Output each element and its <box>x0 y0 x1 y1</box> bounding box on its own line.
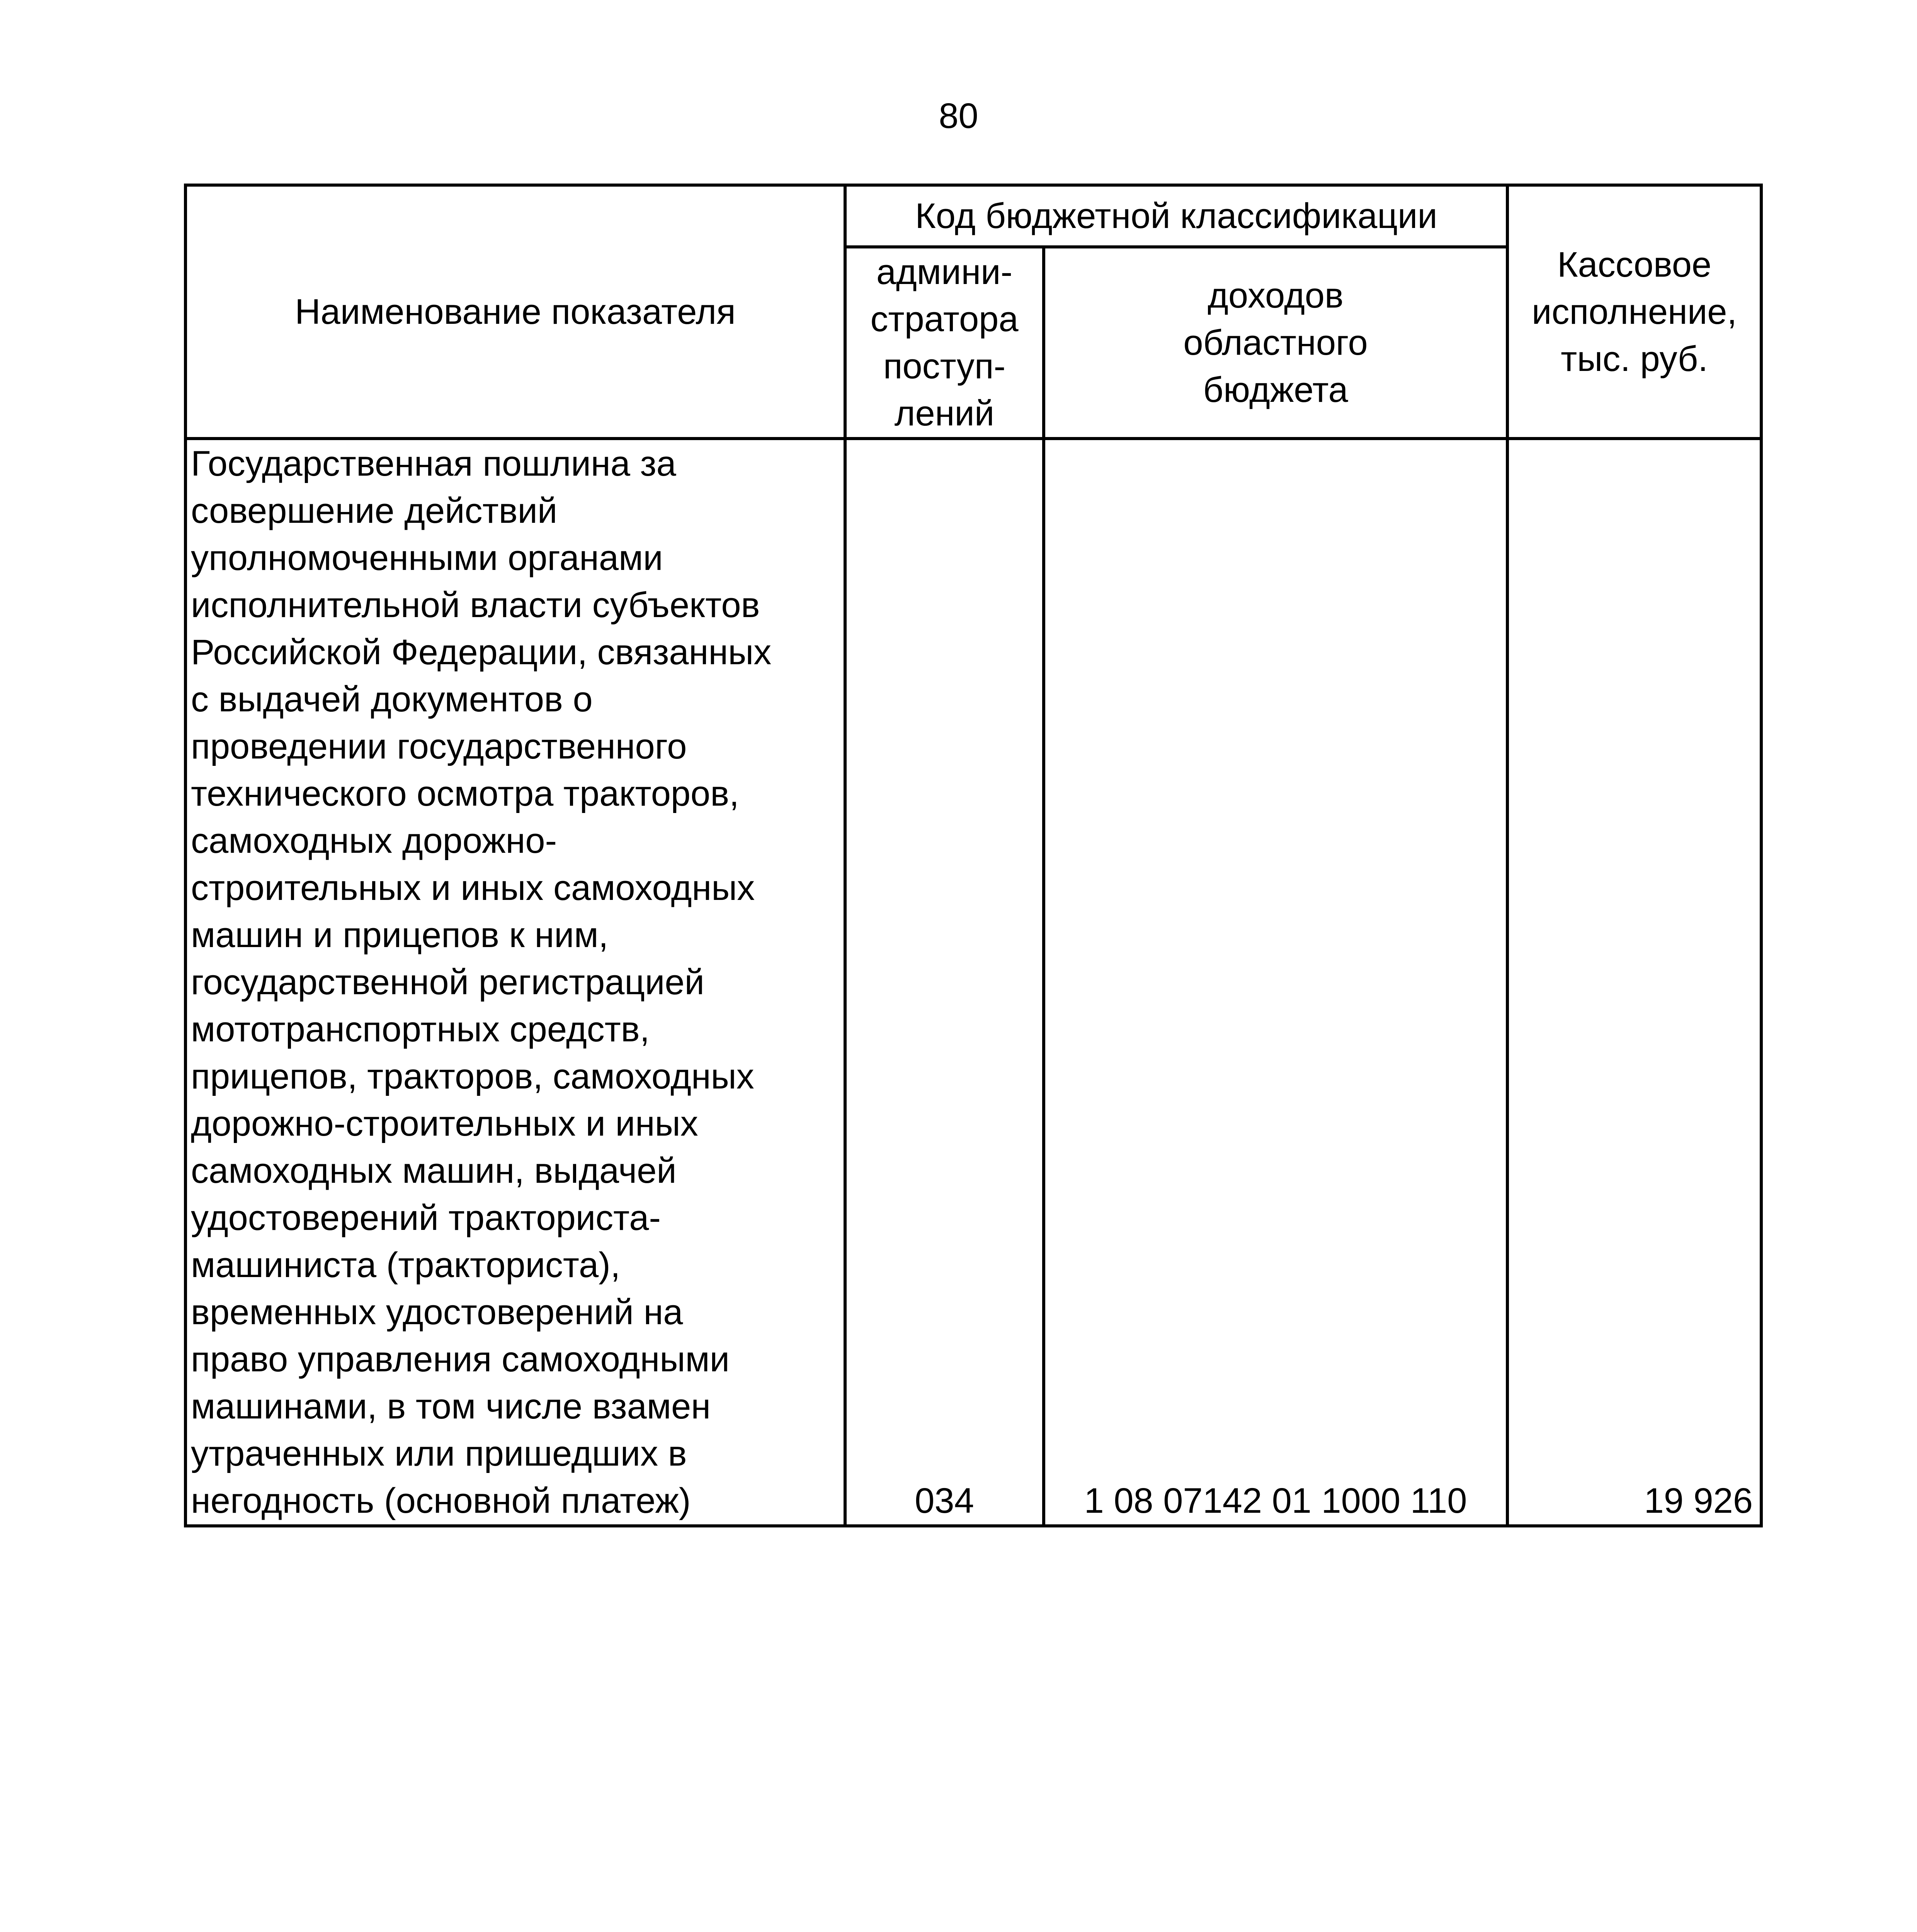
header-income-line: доходов <box>1208 276 1344 315</box>
budget-table <box>184 184 1763 1527</box>
indicator-name-line: негодность (основной платеж) <box>191 1481 691 1520</box>
header-budget-classification-code: Код бюджетной классификации <box>845 185 1507 247</box>
amount-cell: 19 926 <box>1507 439 1761 1526</box>
indicator-name-line: технического осмотра тракторов, <box>191 774 739 813</box>
header-income-line: бюджета <box>1203 370 1348 410</box>
indicator-name-line: прицепов, тракторов, самоходных <box>191 1057 754 1096</box>
indicator-name-line: строительных и иных самоходных <box>191 868 755 908</box>
header-administrator-line: стратора <box>870 299 1019 339</box>
header-administrator-line: лений <box>894 394 995 433</box>
indicator-name-line: совершение действий <box>191 491 558 531</box>
indicator-name-line: проведении государственного <box>191 727 687 766</box>
header-regional-budget-income <box>1044 247 1507 439</box>
indicator-name-line: временных удостоверений на <box>191 1293 683 1332</box>
indicator-name-line: исполнительной власти субъектов <box>191 585 760 625</box>
indicator-name-line: государственной регистрацией <box>191 963 704 1002</box>
administrator-code-cell: 034 <box>845 439 1044 1526</box>
header-cash-execution <box>1507 185 1761 439</box>
indicator-name-line: уполномоченными органами <box>191 538 663 578</box>
header-row-1 <box>185 185 1761 247</box>
header-cash-execution-line: Кассовое <box>1557 245 1712 284</box>
indicator-name-line: Российской Федерации, связанных <box>191 633 772 672</box>
header-cash-execution-line: исполнение, <box>1532 292 1737 332</box>
header-administrator <box>845 247 1044 439</box>
table-row <box>185 439 1761 1526</box>
indicator-name-line: с выдачей документов о <box>191 680 593 719</box>
header-administrator-line: админи- <box>876 252 1013 292</box>
indicator-name-line: утраченных или пришедших в <box>191 1434 687 1473</box>
indicator-name-line: мототранспортных средств, <box>191 1010 650 1049</box>
page-number: 80 <box>939 96 978 136</box>
indicator-name-line: машин и прицепов к ним, <box>191 915 609 955</box>
indicator-name-line: Государственная пошлина за <box>191 444 676 483</box>
header-administrator-line: поступ- <box>883 347 1006 386</box>
indicator-name-line: удостоверений тракториста- <box>191 1198 661 1238</box>
income-code-cell: 1 08 07142 01 1000 110 <box>1044 439 1507 1526</box>
indicator-name-line: самоходных машин, выдачей <box>191 1151 677 1190</box>
header-indicator-name: Наименование показателя <box>185 185 845 439</box>
header-income-line: областного <box>1183 323 1368 362</box>
indicator-name-line: право управления самоходными <box>191 1340 730 1379</box>
indicator-name-cell <box>185 439 845 1526</box>
header-cash-execution-line: тыс. руб. <box>1561 339 1708 379</box>
indicator-name-line: машиниста (тракториста), <box>191 1245 621 1285</box>
indicator-name-line: самоходных дорожно- <box>191 821 557 861</box>
indicator-name-line: машинами, в том числе взамен <box>191 1387 711 1426</box>
indicator-name-line: дорожно-строительных и иных <box>191 1104 698 1143</box>
